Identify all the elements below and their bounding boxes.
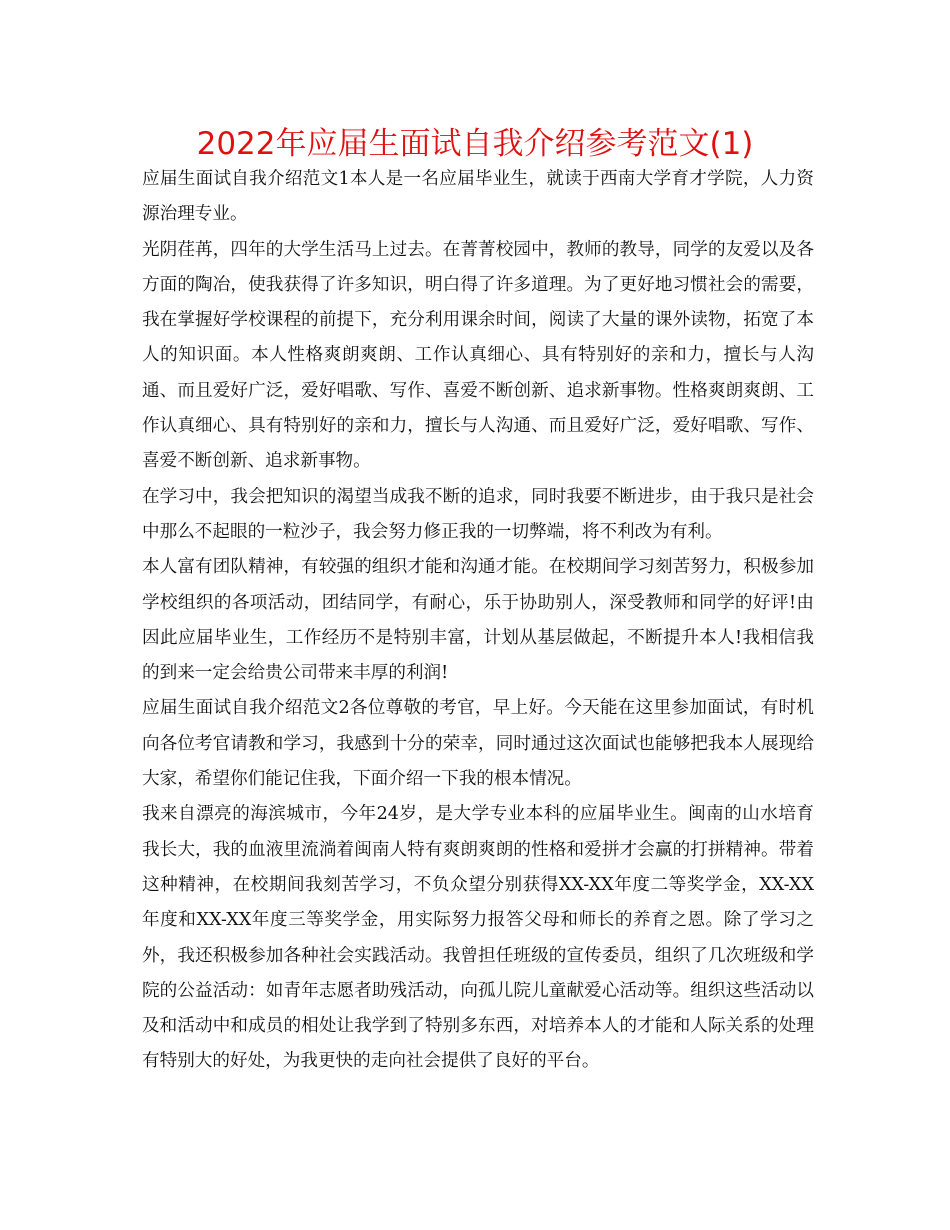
paragraph-intro-1: 应届生面试自我介绍范文1本人是一名应届毕业生，就读于西南大学育才学院，人力资源治理专业。	[142, 169, 814, 225]
paragraph-background: 我来自漂亮的海滨城市，今年24岁，是大学专业本科的应届毕业生。闽南的山水培育我长大，我的血液里流淌着闽南人特有爽朗爽朗的性格和爱拼才会赢的打拼精神。带着这种精神，在校期间我刻苦学习，不负众望分别获得XX-XX年度二等奖学金，XX-XX年度和XX-XX年度三等奖学金，用实际努力报答父母和师长的养育之恩。除了学习之外，我还积极参加各种社会实践活动。我曾担任班级的宣传委员，组织了几次班级和学院的公益活动：如青年志愿者助残活动，向孤儿院儿童献爱心活动等。组织这些活动以及和活动中和成员的相处让我学到了特别多东西，对培养本人的才能和人际关系的处理有特别大的好处，为我更快的走向社会提供了良好的平台。	[142, 804, 814, 1072]
document-title: 2022年应届生面试自我介绍参考范文(1)	[196, 126, 754, 162]
paragraph-university-life: 光阴荏苒，四年的大学生活马上过去。在菁菁校园中，教师的教导，同学的友爱以及各方面的陶冶，使我获得了许多知识，明白得了许多道理。为了更好地习惯社会的需要，我在掌握好学校课程的前提下，充分利用课余时间，阅读了大量的课外读物，拓宽了本人的知识面。本人性格爽朗爽朗、工作认真细心、具有特别好的亲和力，擅长与人沟通、而且爱好广泛，爱好唱歌、写作、喜爱不断创新、追求新事物。性格爽朗爽朗、工作认真细心、具有特别好的亲和力，擅长与人沟通、而且爱好广泛，爱好唱歌、写作、喜爱不断创新、追求新事物。	[142, 239, 814, 472]
document-body	[142, 162, 814, 1080]
paragraph-intro-2: 应届生面试自我介绍范文2各位尊敬的考官，早上好。今天能在这里参加面试，有时机向各位考官请教和学习，我感到十分的荣幸，同时通过这次面试也能够把我本人展现给大家，希望你们能记住我，下面介绍一下我的根本情况。	[142, 698, 814, 790]
paragraph-learning: 在学习中，我会把知识的渴望当成我不断的追求，同时我要不断进步，由于我只是社会中那么不起眼的一粒沙子，我会努力修正我的一切弊端，将不利改为有利。	[142, 486, 814, 542]
paragraph-team-spirit: 本人富有团队精神，有较强的组织才能和沟通才能。在校期间学习刻苦努力，积极参加学校组织的各项活动，团结同学，有耐心，乐于协助别人，深受教师和同学的好评!由因此应届毕业生，工作经历不是特别丰富，计划从基层做起，不断提升本人!我相信我的到来一定会给贵公司带来丰厚的利润!	[142, 557, 814, 684]
